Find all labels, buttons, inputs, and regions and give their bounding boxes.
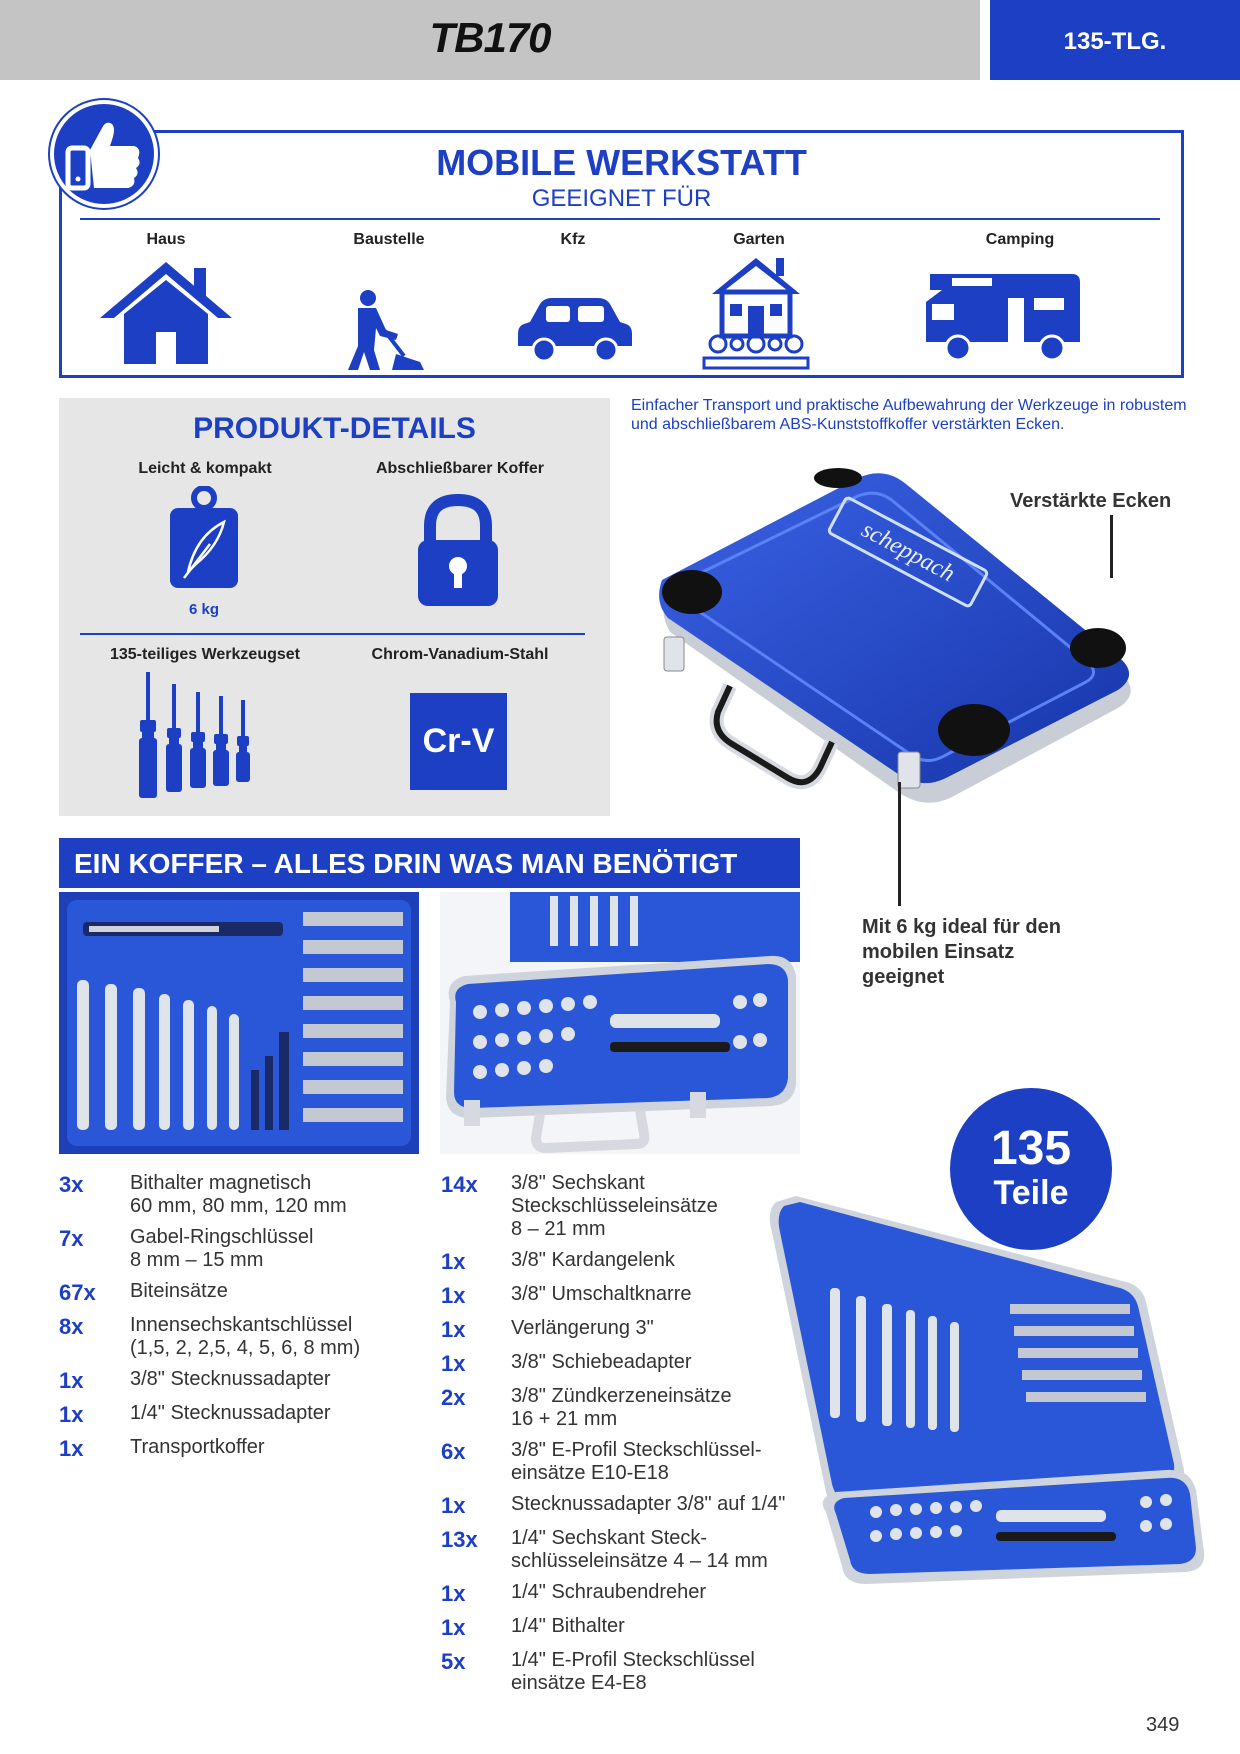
item-description: Gabel-Ringschlüssel 8 mm – 15 mm [130, 1226, 314, 1271]
contents-banner-text: EIN KOFFER – ALLES DRIN WAS MAN BENÖTIGT [74, 848, 738, 879]
item-description: 3/8" Schiebeadapter [511, 1351, 692, 1373]
list-item [59, 1226, 409, 1272]
item-quantity: 1x [441, 1283, 466, 1308]
parts-count-number: 135 [990, 1122, 1072, 1175]
list-item [441, 1439, 801, 1485]
case-lid-contents-image [59, 892, 419, 1154]
item-quantity: 1x [441, 1615, 466, 1640]
item-quantity: 8x [59, 1314, 84, 1339]
suitable-for-subtitle: GEEIGNET FÜR [531, 185, 712, 212]
item-description: Innensechskantschlüssel (1,5, 2, 2,5, 4, 5, 6, 8 mm) [130, 1314, 361, 1359]
callout-line-corners [1110, 515, 1113, 578]
item-description: 1/4" Stecknussadapter [130, 1402, 331, 1424]
list-item [59, 1280, 409, 1306]
weight-value: 6 kg [188, 601, 219, 618]
item-quantity: 1x [59, 1368, 84, 1393]
padlock-icon [414, 494, 502, 610]
item-quantity: 1x [441, 1249, 466, 1274]
reinforced-corners-callout: Verstärkte Ecken [1010, 490, 1172, 512]
item-description: 3/8" Umschaltknarre [511, 1283, 692, 1305]
item-description: 3/8" Kardangelenk [511, 1249, 675, 1271]
list-item [441, 1317, 801, 1343]
transport-description: Einfacher Transport und praktische Aufbewahrung der Werkzeuge in robustem und abschließbarem ABS-Kunststoffkoffer verstärkten Ecken. [631, 397, 1187, 433]
item-quantity: 1x [441, 1351, 466, 1376]
item-description: Verlängerung 3" [511, 1317, 654, 1339]
parts-count-label: Teile [993, 1174, 1069, 1212]
item-description: 1/4" Bithalter [511, 1615, 625, 1637]
house-icon [96, 258, 236, 368]
mobile-werkstatt-title: MOBILE WERKSTATT [436, 142, 807, 183]
item-description: 3/8" Zündkerzeneinsätze 16 + 21 mm [511, 1385, 732, 1430]
list-item [59, 1436, 409, 1462]
items-list-left [59, 1172, 409, 1470]
item-description: 3/8" E-Profil Steckschlüssel- einsätze E10-E18 [511, 1439, 762, 1484]
light-compact-label: Leicht & kompakt [138, 460, 272, 477]
list-item [441, 1581, 801, 1607]
category-label-camping: Camping [985, 231, 1055, 248]
list-item [59, 1368, 409, 1394]
item-description: 1/4" Sechskant Steck- schlüsseleinsätze 4 – 14 mm [511, 1527, 768, 1572]
item-quantity: 6x [441, 1439, 466, 1464]
camper-van-icon [922, 264, 1096, 364]
list-item [441, 1385, 801, 1431]
item-quantity: 14x [441, 1172, 478, 1197]
garden-house-icon [700, 254, 812, 372]
list-item [441, 1249, 801, 1275]
category-label-kfz: Kfz [560, 231, 586, 248]
lockable-case-label: Abschließbarer Koffer [375, 460, 545, 477]
construction-worker-icon [328, 290, 428, 370]
divider [80, 218, 1160, 220]
case-logo-text: scheppach [857, 516, 959, 588]
item-quantity: 67x [59, 1280, 96, 1305]
list-item [59, 1314, 409, 1360]
item-description: Transportkoffer [130, 1436, 265, 1458]
list-item [441, 1527, 801, 1573]
list-item [441, 1649, 801, 1695]
page-number: 349 [1146, 1714, 1180, 1736]
case-open-full-image [766, 1192, 1214, 1592]
category-label-baustelle: Baustelle [353, 231, 425, 248]
item-description: 3/8" Sechskant Steckschlüsseleinsätze 8 – 21 mm [511, 1172, 718, 1240]
product-code-title: TB170 [429, 14, 551, 61]
item-quantity: 1x [441, 1581, 466, 1606]
list-item [59, 1172, 409, 1218]
item-description: 3/8" Stecknussadapter [130, 1368, 331, 1390]
item-quantity: 3x [59, 1172, 84, 1197]
item-description: Biteinsätze [130, 1280, 228, 1302]
item-quantity: 1x [441, 1317, 466, 1342]
item-quantity: 1x [59, 1436, 84, 1461]
product-details-title: PRODUKT-DETAILS [193, 412, 476, 445]
list-item [441, 1615, 801, 1641]
item-description: Bithalter magnetisch 60 mm, 80 mm, 120 mm [130, 1172, 347, 1217]
item-description: Stecknussadapter 3/8" auf 1/4" [511, 1493, 786, 1515]
item-quantity: 13x [441, 1527, 478, 1552]
case-open-contents-image [440, 892, 800, 1154]
parts-count-badge [950, 1088, 1112, 1250]
item-quantity: 2x [441, 1385, 466, 1410]
toolset-label: 135-teiliges Werkzeugset [109, 646, 300, 663]
item-quantity: 1x [441, 1493, 466, 1518]
item-quantity: 1x [59, 1402, 84, 1427]
callout-line-weight [898, 782, 901, 906]
category-label-haus: Haus [146, 231, 186, 248]
screwdrivers-icon [138, 672, 254, 802]
weight-mobile-callout: Mit 6 kg ideal für den mobilen Einsatz geeignet [862, 916, 1061, 988]
items-list-right [441, 1172, 801, 1703]
category-label-garten: Garten [733, 231, 785, 248]
details-divider [80, 633, 585, 635]
list-item [441, 1351, 801, 1377]
list-item [441, 1493, 801, 1519]
list-item [59, 1402, 409, 1428]
list-item [441, 1172, 801, 1241]
item-description: 1/4" E-Profil Steckschlüssel einsätze E4-E8 [511, 1649, 755, 1694]
cr-v-badge: Cr-V [410, 693, 507, 790]
chrome-vanadium-label: Chrom-Vanadium-Stahl [371, 646, 549, 663]
list-item [441, 1283, 801, 1309]
item-description: 1/4" Schraubendreher [511, 1581, 707, 1603]
car-icon [518, 296, 632, 362]
tool-case-closed-image [648, 462, 1148, 832]
item-quantity: 5x [441, 1649, 466, 1674]
item-quantity: 7x [59, 1226, 84, 1251]
piece-count-label: 135-TLG. [1063, 28, 1167, 55]
weight-feather-icon [166, 486, 242, 592]
